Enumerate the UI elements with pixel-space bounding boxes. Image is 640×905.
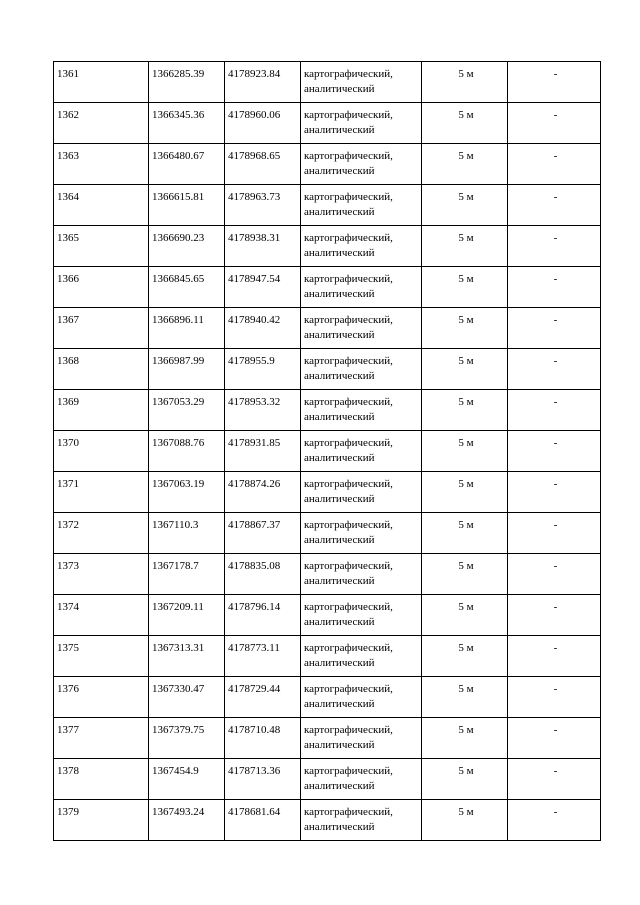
method-cell	[301, 513, 422, 554]
accuracy-cell	[422, 677, 508, 718]
method-cell	[301, 103, 422, 144]
point-number-cell	[54, 226, 149, 267]
coordinate-y-cell	[225, 472, 301, 513]
accuracy-cell	[422, 226, 508, 267]
method-cell-text: картографический, аналитический	[304, 191, 393, 218]
note-cell-text: -	[553, 806, 558, 818]
table-row	[54, 349, 601, 390]
point-number-cell-text: 1369	[57, 396, 79, 408]
method-cell	[301, 636, 422, 677]
coordinate-y-cell-text: 4178713.36	[228, 765, 281, 777]
coordinate-x-cell-text: 1366345.36	[152, 109, 205, 121]
coordinate-y-cell	[225, 185, 301, 226]
coordinate-x-cell-text: 1366480.67	[152, 150, 205, 162]
note-cell	[508, 513, 601, 554]
note-cell	[508, 431, 601, 472]
coordinate-x-cell	[149, 390, 225, 431]
accuracy-cell-text: 5 м	[458, 560, 474, 572]
coordinate-x-cell	[149, 595, 225, 636]
point-number-cell-text: 1368	[57, 355, 79, 367]
coordinate-y-cell	[225, 636, 301, 677]
method-cell	[301, 595, 422, 636]
point-number-cell	[54, 513, 149, 554]
coordinate-y-cell-text: 4178681.64	[228, 806, 281, 818]
note-cell	[508, 308, 601, 349]
point-number-cell	[54, 431, 149, 472]
method-cell-text: картографический, аналитический	[304, 150, 393, 177]
coordinate-y-cell-text: 4178960.06	[228, 109, 281, 121]
method-cell-text: картографический, аналитический	[304, 601, 393, 628]
accuracy-cell	[422, 554, 508, 595]
point-number-cell	[54, 554, 149, 595]
coordinates-table	[53, 61, 601, 841]
accuracy-cell-text: 5 м	[458, 437, 474, 449]
coordinate-y-cell	[225, 718, 301, 759]
coordinate-y-cell-text: 4178867.37	[228, 519, 281, 531]
coordinate-y-cell-text: 4178955.9	[228, 355, 275, 367]
point-number-cell-text: 1365	[57, 232, 79, 244]
coordinate-x-cell	[149, 144, 225, 185]
note-cell	[508, 144, 601, 185]
coordinate-y-cell-text: 4178710.48	[228, 724, 281, 736]
coordinate-x-cell-text: 1367063.19	[152, 478, 205, 490]
coordinate-x-cell	[149, 267, 225, 308]
method-cell-text: картографический, аналитический	[304, 765, 393, 792]
table-row	[54, 267, 601, 308]
note-cell-text: -	[553, 396, 558, 408]
coordinate-x-cell-text: 1367454.9	[152, 765, 199, 777]
point-number-cell-text: 1379	[57, 806, 79, 818]
point-number-cell	[54, 718, 149, 759]
method-cell	[301, 677, 422, 718]
coordinate-y-cell	[225, 513, 301, 554]
coordinate-y-cell-text: 4178953.32	[228, 396, 281, 408]
point-number-cell	[54, 308, 149, 349]
table-row	[54, 103, 601, 144]
accuracy-cell	[422, 308, 508, 349]
method-cell	[301, 718, 422, 759]
accuracy-cell-text: 5 м	[458, 478, 474, 490]
accuracy-cell-text: 5 м	[458, 232, 474, 244]
method-cell-text: картографический, аналитический	[304, 519, 393, 546]
method-cell	[301, 308, 422, 349]
note-cell	[508, 718, 601, 759]
note-cell	[508, 267, 601, 308]
point-number-cell-text: 1367	[57, 314, 79, 326]
table-row	[54, 554, 601, 595]
coordinate-x-cell-text: 1367313.31	[152, 642, 205, 654]
coordinate-y-cell-text: 4178938.31	[228, 232, 281, 244]
coordinate-x-cell	[149, 62, 225, 103]
point-number-cell-text: 1364	[57, 191, 79, 203]
table-row	[54, 595, 601, 636]
note-cell	[508, 390, 601, 431]
method-cell-text: картографический, аналитический	[304, 109, 393, 136]
accuracy-cell-text: 5 м	[458, 683, 474, 695]
point-number-cell-text: 1374	[57, 601, 79, 613]
accuracy-cell	[422, 431, 508, 472]
coordinate-x-cell	[149, 513, 225, 554]
method-cell	[301, 800, 422, 841]
coordinate-x-cell	[149, 431, 225, 472]
accuracy-cell-text: 5 м	[458, 68, 474, 80]
point-number-cell	[54, 595, 149, 636]
coordinate-y-cell	[225, 62, 301, 103]
coordinate-x-cell	[149, 636, 225, 677]
point-number-cell-text: 1378	[57, 765, 79, 777]
point-number-cell	[54, 349, 149, 390]
accuracy-cell	[422, 390, 508, 431]
note-cell	[508, 759, 601, 800]
point-number-cell	[54, 390, 149, 431]
table-row	[54, 718, 601, 759]
coordinate-x-cell	[149, 718, 225, 759]
accuracy-cell-text: 5 м	[458, 724, 474, 736]
accuracy-cell	[422, 62, 508, 103]
coordinate-y-cell	[225, 800, 301, 841]
accuracy-cell	[422, 103, 508, 144]
coordinate-y-cell	[225, 595, 301, 636]
point-number-cell	[54, 185, 149, 226]
coordinate-x-cell-text: 1367379.75	[152, 724, 205, 736]
coordinate-x-cell	[149, 677, 225, 718]
note-cell-text: -	[553, 560, 558, 572]
coordinate-x-cell	[149, 349, 225, 390]
coordinate-y-cell-text: 4178968.65	[228, 150, 281, 162]
method-cell	[301, 759, 422, 800]
accuracy-cell	[422, 267, 508, 308]
table-row	[54, 513, 601, 554]
note-cell-text: -	[553, 314, 558, 326]
method-cell-text: картографический, аналитический	[304, 232, 393, 259]
note-cell-text: -	[553, 601, 558, 613]
coordinate-x-cell	[149, 759, 225, 800]
coordinate-x-cell	[149, 472, 225, 513]
method-cell	[301, 390, 422, 431]
accuracy-cell-text: 5 м	[458, 396, 474, 408]
method-cell	[301, 62, 422, 103]
point-number-cell-text: 1375	[57, 642, 79, 654]
point-number-cell	[54, 472, 149, 513]
point-number-cell-text: 1366	[57, 273, 79, 285]
table-row	[54, 308, 601, 349]
point-number-cell	[54, 144, 149, 185]
note-cell	[508, 472, 601, 513]
coordinate-y-cell	[225, 226, 301, 267]
method-cell	[301, 554, 422, 595]
coordinate-x-cell-text: 1367053.29	[152, 396, 205, 408]
coordinate-y-cell	[225, 308, 301, 349]
point-number-cell	[54, 759, 149, 800]
coordinate-x-cell	[149, 554, 225, 595]
note-cell-text: -	[553, 109, 558, 121]
coordinate-y-cell-text: 4178931.85	[228, 437, 281, 449]
coordinate-x-cell-text: 1366690.23	[152, 232, 205, 244]
method-cell-text: картографический, аналитический	[304, 273, 393, 300]
method-cell	[301, 144, 422, 185]
method-cell-text: картографический, аналитический	[304, 683, 393, 710]
accuracy-cell	[422, 144, 508, 185]
table-row	[54, 185, 601, 226]
accuracy-cell-text: 5 м	[458, 601, 474, 613]
coordinate-y-cell-text: 4178796.14	[228, 601, 281, 613]
note-cell-text: -	[553, 519, 558, 531]
note-cell-text: -	[553, 683, 558, 695]
method-cell	[301, 431, 422, 472]
coordinate-y-cell	[225, 103, 301, 144]
accuracy-cell	[422, 472, 508, 513]
accuracy-cell-text: 5 м	[458, 109, 474, 121]
accuracy-cell-text: 5 м	[458, 642, 474, 654]
method-cell	[301, 472, 422, 513]
point-number-cell	[54, 636, 149, 677]
note-cell-text: -	[553, 68, 558, 80]
accuracy-cell	[422, 349, 508, 390]
point-number-cell	[54, 267, 149, 308]
method-cell	[301, 349, 422, 390]
accuracy-cell-text: 5 м	[458, 519, 474, 531]
table-row	[54, 636, 601, 677]
table-row	[54, 226, 601, 267]
note-cell	[508, 226, 601, 267]
note-cell-text: -	[553, 437, 558, 449]
accuracy-cell-text: 5 м	[458, 314, 474, 326]
note-cell	[508, 595, 601, 636]
method-cell-text: картографический, аналитический	[304, 806, 393, 833]
accuracy-cell	[422, 718, 508, 759]
coordinate-x-cell-text: 1366615.81	[152, 191, 205, 203]
coordinate-y-cell	[225, 554, 301, 595]
coordinate-y-cell	[225, 267, 301, 308]
coordinate-x-cell-text: 1367178.7	[152, 560, 199, 572]
note-cell	[508, 677, 601, 718]
point-number-cell-text: 1363	[57, 150, 79, 162]
accuracy-cell	[422, 759, 508, 800]
point-number-cell	[54, 62, 149, 103]
point-number-cell	[54, 677, 149, 718]
method-cell-text: картографический, аналитический	[304, 396, 393, 423]
table-row	[54, 677, 601, 718]
method-cell-text: картографический, аналитический	[304, 355, 393, 382]
coordinate-y-cell-text: 4178729.44	[228, 683, 281, 695]
coordinate-y-cell-text: 4178923.84	[228, 68, 281, 80]
table-row	[54, 62, 601, 103]
point-number-cell-text: 1372	[57, 519, 79, 531]
point-number-cell-text: 1362	[57, 109, 79, 121]
table-row	[54, 431, 601, 472]
coordinate-y-cell-text: 4178947.54	[228, 273, 281, 285]
accuracy-cell-text: 5 м	[458, 355, 474, 367]
coordinate-x-cell-text: 1367088.76	[152, 437, 205, 449]
coordinate-x-cell	[149, 308, 225, 349]
accuracy-cell-text: 5 м	[458, 765, 474, 777]
coordinate-x-cell-text: 1366285.39	[152, 68, 205, 80]
coordinate-x-cell-text: 1367209.11	[152, 601, 204, 613]
accuracy-cell	[422, 800, 508, 841]
coordinate-x-cell	[149, 800, 225, 841]
note-cell	[508, 62, 601, 103]
coordinate-y-cell	[225, 349, 301, 390]
accuracy-cell	[422, 636, 508, 677]
note-cell	[508, 349, 601, 390]
point-number-cell-text: 1361	[57, 68, 79, 80]
point-number-cell-text: 1370	[57, 437, 79, 449]
table-row	[54, 390, 601, 431]
note-cell-text: -	[553, 724, 558, 736]
coordinate-y-cell-text: 4178963.73	[228, 191, 281, 203]
accuracy-cell	[422, 595, 508, 636]
table-row	[54, 800, 601, 841]
note-cell-text: -	[553, 478, 558, 490]
accuracy-cell-text: 5 м	[458, 273, 474, 285]
coordinate-x-cell-text: 1367493.24	[152, 806, 205, 818]
coordinate-x-cell	[149, 226, 225, 267]
note-cell-text: -	[553, 191, 558, 203]
table-row	[54, 472, 601, 513]
method-cell-text: картографический, аналитический	[304, 68, 393, 95]
accuracy-cell	[422, 513, 508, 554]
note-cell-text: -	[553, 355, 558, 367]
note-cell	[508, 800, 601, 841]
coordinate-y-cell	[225, 144, 301, 185]
note-cell-text: -	[553, 232, 558, 244]
method-cell-text: картографический, аналитический	[304, 437, 393, 464]
method-cell	[301, 185, 422, 226]
point-number-cell-text: 1371	[57, 478, 79, 490]
point-number-cell-text: 1376	[57, 683, 79, 695]
coordinate-y-cell-text: 4178874.26	[228, 478, 281, 490]
coordinate-x-cell-text: 1367110.3	[152, 519, 199, 531]
method-cell-text: картографический, аналитический	[304, 314, 393, 341]
method-cell	[301, 267, 422, 308]
method-cell	[301, 226, 422, 267]
note-cell-text: -	[553, 642, 558, 654]
point-number-cell-text: 1377	[57, 724, 79, 736]
coordinate-x-cell	[149, 185, 225, 226]
note-cell	[508, 554, 601, 595]
table-row	[54, 144, 601, 185]
coordinates-table-body	[54, 62, 601, 841]
method-cell-text: картографический, аналитический	[304, 560, 393, 587]
coordinate-y-cell	[225, 390, 301, 431]
note-cell	[508, 636, 601, 677]
point-number-cell	[54, 103, 149, 144]
coordinate-y-cell-text: 4178940.42	[228, 314, 281, 326]
coordinate-y-cell	[225, 677, 301, 718]
point-number-cell	[54, 800, 149, 841]
accuracy-cell	[422, 185, 508, 226]
note-cell-text: -	[553, 765, 558, 777]
coordinate-y-cell	[225, 759, 301, 800]
coordinate-y-cell-text: 4178835.08	[228, 560, 281, 572]
coordinate-x-cell	[149, 103, 225, 144]
coordinate-x-cell-text: 1366845.65	[152, 273, 205, 285]
coordinate-y-cell-text: 4178773.11	[228, 642, 280, 654]
note-cell-text: -	[553, 273, 558, 285]
point-number-cell-text: 1373	[57, 560, 79, 572]
table-row	[54, 759, 601, 800]
method-cell-text: картографический, аналитический	[304, 724, 393, 751]
accuracy-cell-text: 5 м	[458, 191, 474, 203]
coordinate-y-cell	[225, 431, 301, 472]
note-cell	[508, 103, 601, 144]
coordinate-x-cell-text: 1366987.99	[152, 355, 205, 367]
coordinate-x-cell-text: 1367330.47	[152, 683, 205, 695]
method-cell-text: картографический, аналитический	[304, 642, 393, 669]
note-cell-text: -	[553, 150, 558, 162]
accuracy-cell-text: 5 м	[458, 806, 474, 818]
note-cell	[508, 185, 601, 226]
coordinate-x-cell-text: 1366896.11	[152, 314, 204, 326]
method-cell-text: картографический, аналитический	[304, 478, 393, 505]
accuracy-cell-text: 5 м	[458, 150, 474, 162]
